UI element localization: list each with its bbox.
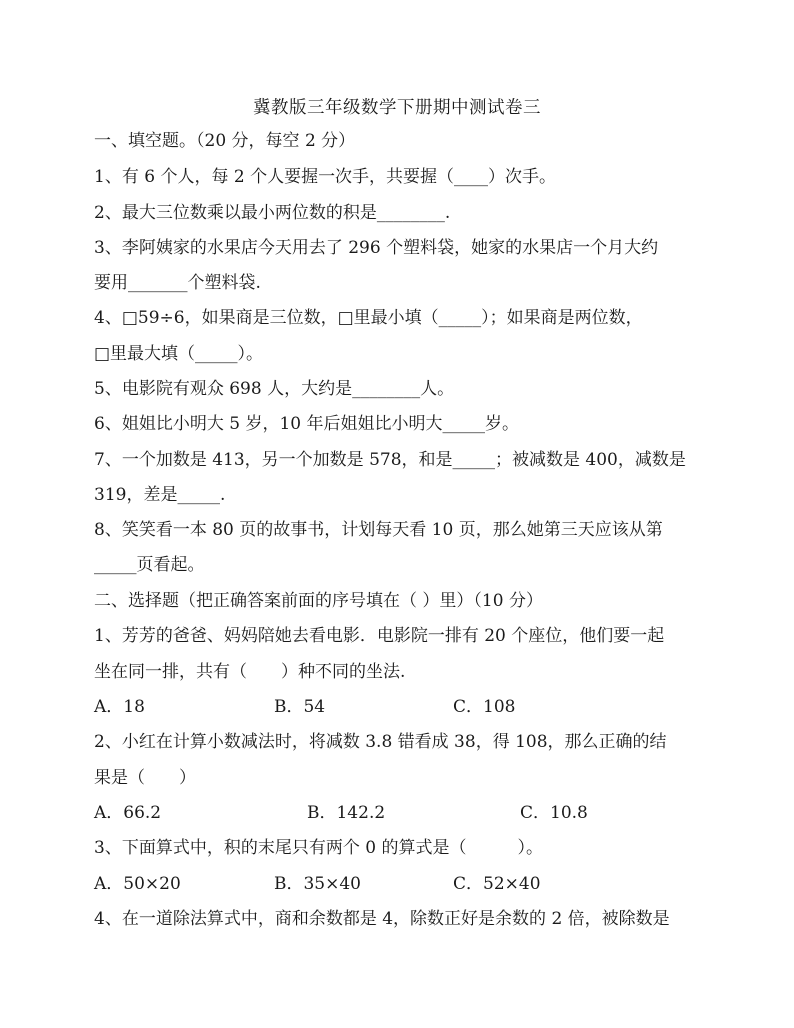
fill-question-3-line2: 要用_______个塑料袋. xyxy=(94,273,261,293)
choice-question-1-line2: 坐在同一排，共有（ ）种不同的坐法. xyxy=(94,662,406,682)
choice-3-option-c: C．52×40 xyxy=(453,874,541,894)
choice-2-option-b: B．142.2 xyxy=(307,803,386,823)
fill-question-3-line1: 3、李阿姨家的水果店今天用去了 296 个塑料袋，她家的水果店一个月大约 xyxy=(94,238,659,258)
fill-question-4-line1: 4、□59÷6，如果商是三位数，□里最小填（_____）；如果商是两位数， xyxy=(94,308,643,328)
fill-question-4-line2: □里最大填（_____）。 xyxy=(94,344,264,364)
choice-2-option-a: A．66.2 xyxy=(94,803,162,823)
choice-question-2-line2: 果是（ ） xyxy=(94,768,196,788)
section2-heading: 二、选择题（把正确答案前面的序号填在（ ）里）（10 分） xyxy=(94,591,543,611)
fill-question-5: 5、电影院有观众 698 人，大约是________人。 xyxy=(94,379,455,399)
fill-question-2: 2、最大三位数乘以最小两位数的积是________. xyxy=(94,203,451,223)
fill-question-8-line2: _____页看起。 xyxy=(94,555,205,575)
choice-1-option-c: C．108 xyxy=(453,697,516,717)
choice-question-4-line1: 4、在一道除法算式中，商和余数都是 4，除数正好是余数的 2 倍，被除数是 xyxy=(94,909,670,929)
choice-question-3: 3、下面算式中，积的末尾只有两个 0 的算式是（ ）。 xyxy=(94,838,543,858)
choice-1-option-b: B．54 xyxy=(274,697,326,717)
fill-question-1: 1、有 6 个人，每 2 个人要握一次手，共要握（____）次手。 xyxy=(94,167,557,187)
fill-question-6: 6、姐姐比小明大 5 岁，10 年后姐姐比小明大_____岁。 xyxy=(94,414,519,434)
choice-1-option-a: A．18 xyxy=(94,697,145,717)
choice-question-2-line1: 2、小红在计算小数减法时，将减数 3.8 错看成 38，得 108，那么正确的结 xyxy=(94,732,667,752)
document-title: 冀教版三年级数学下册期中测试卷三 xyxy=(253,98,541,118)
choice-3-option-a: A．50×20 xyxy=(94,874,181,894)
choice-question-1-line1: 1、芳芳的爸爸、妈妈陪她去看电影．电影院一排有 20 个座位，他们要一起 xyxy=(94,626,665,646)
fill-question-8-line1: 8、笑笑看一本 80 页的故事书，计划每天看 10 页，那么她第三天应该从第 xyxy=(94,520,663,540)
choice-2-option-c: C．10.8 xyxy=(520,803,588,823)
fill-question-7-line1: 7、一个加数是 413，另一个加数是 578，和是_____；被减数是 400，减数是 xyxy=(94,450,686,470)
section1-heading: 一、填空题。（20 分，每空 2 分） xyxy=(94,131,356,151)
choice-3-option-b: B．35×40 xyxy=(274,874,362,894)
fill-question-7-line2: 319，差是_____. xyxy=(94,485,226,505)
